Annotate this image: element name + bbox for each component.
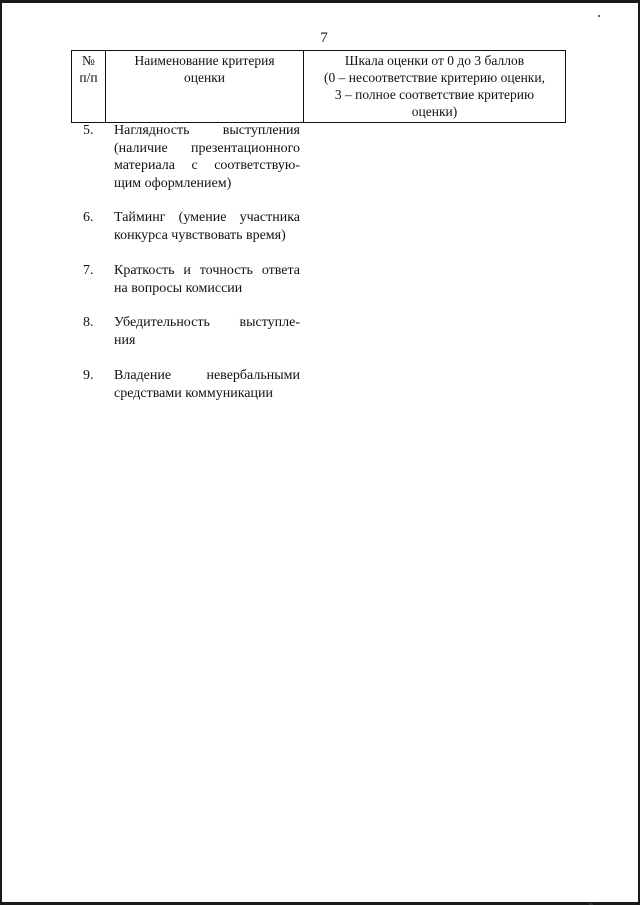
criterion-line: конкурса чувствовать время) [114,227,286,243]
criterion-line: Владение невербальными [114,368,300,383]
criterion-name [114,209,300,244]
header-scale-line: Шкала оценки от 0 до 3 баллов [344,53,525,68]
header-num [72,51,106,123]
scan-border-left [0,0,2,905]
criterion-line: Краткость и точность ответа [114,263,300,278]
criterion-name [114,122,300,192]
criterion-number: 6. [83,210,94,225]
criterion-line: на вопросы комиссии [114,280,243,296]
header-scale-line: (0 – несоответствие критерию оценки, [324,70,545,85]
header-name [106,51,304,123]
header-scale-line: оценки) [411,104,458,119]
header-num-line: п/п [79,70,98,85]
header-row [72,51,566,123]
criterion-line: средствами коммуникации [114,385,273,401]
criterion-number: 5. [83,123,94,138]
criterion-name [114,314,300,349]
criterion-line: Тайминг (умение участника [114,210,300,225]
criterion-line: ния [114,332,136,348]
header-num-line: № [82,53,95,68]
criterion-line: Наглядность выступления [114,123,300,138]
criteria-table-header [71,50,566,123]
criterion-number: 8. [83,315,94,330]
criterion-line: щим оформлением) [114,175,232,191]
criterion-name [114,262,300,297]
criterion-line: материала с соответствую- [114,158,300,173]
criterion-line: Убедительность выступле- [114,315,300,330]
scan-speck [598,15,600,17]
criterion-name [114,367,300,402]
criterion-line: (наличие презентационного [114,140,300,156]
criterion-number: 9. [83,368,94,383]
header-name-line: Наименование критерия [134,53,275,68]
page-number: 7 [320,30,328,46]
header-scale-line: 3 – полное соответствие критерию [334,87,535,102]
scan-border-top [0,0,640,3]
header-name-line: оценки [184,70,225,85]
criterion-number: 7. [83,263,94,278]
header-scale [304,51,566,123]
